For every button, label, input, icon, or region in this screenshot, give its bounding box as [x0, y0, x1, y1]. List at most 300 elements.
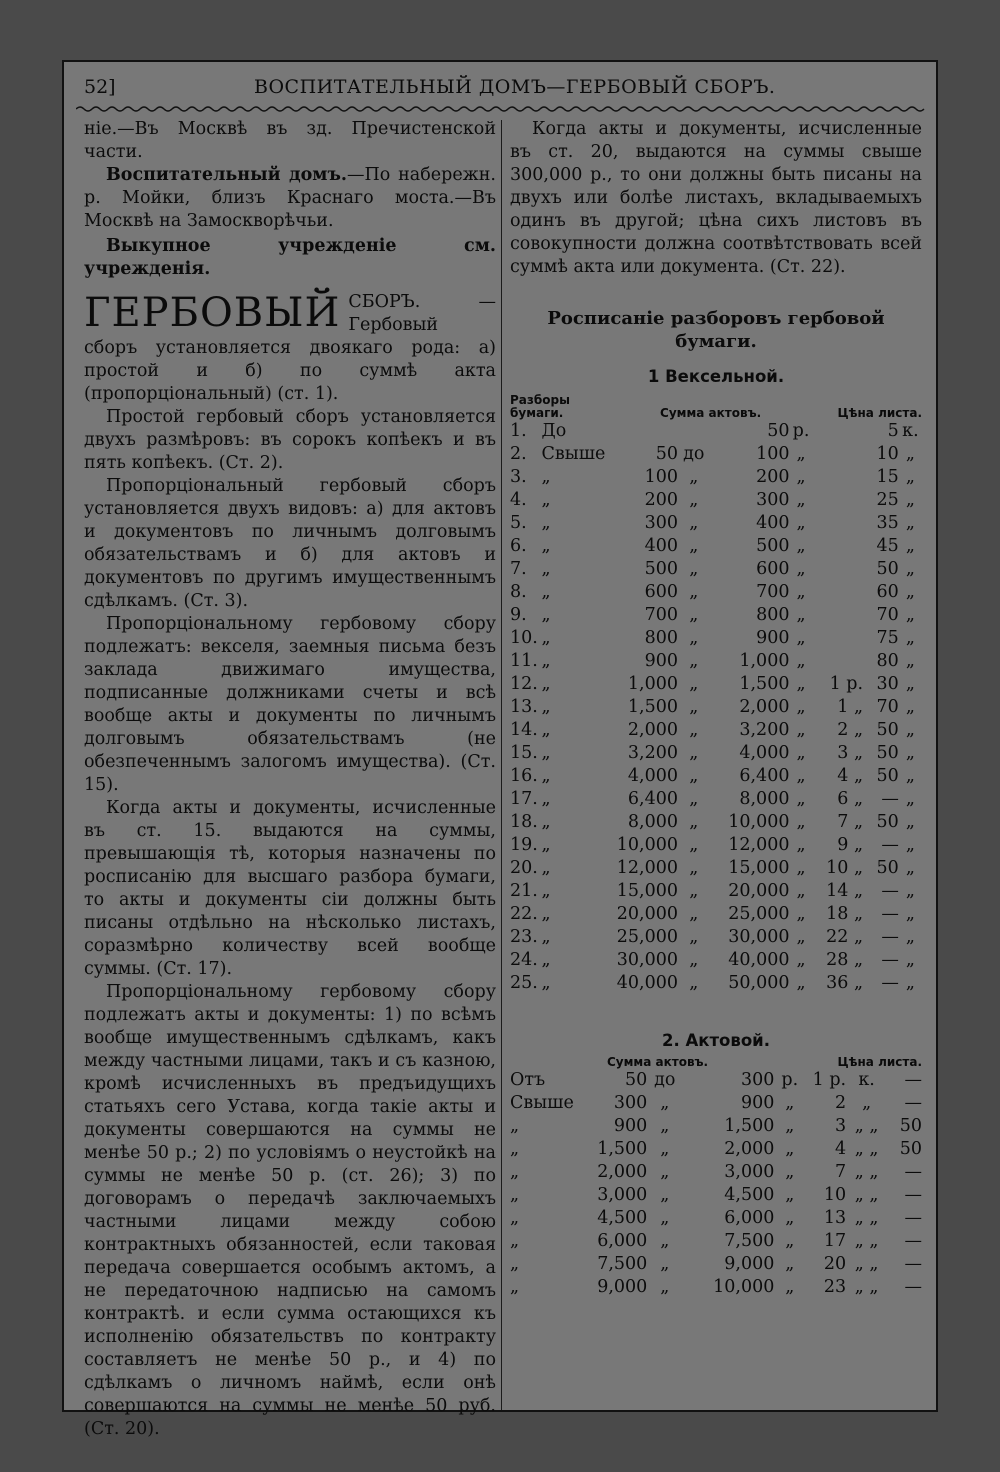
table-row — [510, 1207, 922, 1230]
table-cell: 20,000 — [616, 904, 679, 924]
table-cell: 2. — [510, 444, 527, 464]
column-header-sum: Сумма актовъ. — [606, 1055, 709, 1069]
table-cell: 20 — [823, 1254, 847, 1274]
table-cell: „ — [785, 1093, 795, 1113]
table-cell: 6 „ — [837, 789, 864, 809]
table-cell: „ — [905, 812, 915, 832]
table-row — [510, 696, 922, 719]
table-cell: 70 — [876, 605, 899, 625]
table-cell: к. — [858, 1070, 875, 1090]
table-cell: „ „ — [854, 1208, 879, 1228]
table-cell: 4,500 — [724, 1185, 775, 1205]
paragraph: Пропорціональному гербовому сбору подлежатъ: векселя, заемныя письма безъ заклада движимаго имущества, подписанные должниками счеты и всѣ вообще акты и документы по личнымъ долговымъ обязательствамъ (не обезпеченнымъ залогомъ имущества). (Ст. 15). — [84, 614, 496, 795]
table-row — [510, 972, 922, 995]
table-cell: 300 — [644, 513, 679, 533]
table-cell: 20,000 — [728, 881, 790, 901]
column-header-grade: Разборы бумаги. — [510, 393, 570, 420]
table-cell: До — [541, 421, 567, 441]
table-cell: 1,500 — [627, 697, 679, 717]
table-cell: 9. — [510, 605, 527, 625]
table-cell: „ — [905, 628, 915, 648]
table-row — [510, 719, 922, 742]
table-cell: 25,000 — [616, 927, 679, 947]
table-cell: „ — [689, 973, 699, 993]
table-cell: „ — [905, 720, 915, 740]
table-cell: „ — [796, 835, 806, 855]
entry-text: —По набережн. р. Мойки, близъ Краснаго моста.—Въ Москвѣ на Замоскворѣчьи. — [84, 165, 496, 231]
table-cell: „ — [689, 628, 699, 648]
table-cell: 50 — [899, 1139, 922, 1159]
table-cell: „ — [660, 1139, 670, 1159]
table-cell: 4,000 — [627, 766, 679, 786]
table-cell: 25 — [876, 490, 899, 510]
table-cell — [813, 420, 863, 443]
table-cell: — — [904, 1093, 922, 1113]
table-cell: „ — [541, 490, 551, 510]
table-cell: 9,000 — [724, 1254, 775, 1274]
table-cell: 50 — [876, 743, 899, 763]
table-cell: 700 — [644, 605, 679, 625]
table-row — [510, 466, 922, 489]
table-cell — [813, 650, 863, 673]
table-cell: „ — [785, 1116, 795, 1136]
table-cell: „ — [541, 513, 551, 533]
table-cell: „ — [541, 812, 551, 832]
table-cell: 500 — [756, 536, 790, 556]
table-cell: „ — [510, 1277, 520, 1297]
table-cell: „ — [541, 789, 551, 809]
table-cell: „ — [689, 651, 699, 671]
table-cell: „ — [905, 950, 915, 970]
table-cell: „ — [660, 1116, 670, 1136]
table-cell: 30,000 — [616, 950, 679, 970]
table-row — [510, 1138, 922, 1161]
table-cell: 900 — [740, 1093, 775, 1113]
table-cell — [813, 489, 863, 512]
table-cell: 3,000 — [724, 1162, 775, 1182]
table-cell: 8,000 — [739, 789, 790, 809]
paragraph: Выкупное учрежденіе см. учрежденія. — [84, 236, 496, 279]
table-cell: 12,000 — [728, 835, 790, 855]
entry-heading-block — [84, 291, 496, 406]
table-cell: 400 — [756, 513, 790, 533]
table-cell: — — [881, 950, 899, 970]
table-cell: „ — [510, 1254, 520, 1274]
table-row — [510, 880, 922, 903]
table-cell: „ — [785, 1231, 795, 1251]
table-cell: „ — [862, 1093, 872, 1113]
table-cell: 75 — [876, 628, 899, 648]
table-cell: 6. — [510, 536, 527, 556]
table-cell: „ — [510, 1231, 520, 1251]
table-cell: „ — [689, 559, 699, 579]
table-cell: „ — [541, 950, 551, 970]
table-cell: „ — [796, 927, 806, 947]
table-cell: — — [904, 1254, 922, 1274]
table-cell: „ — [905, 651, 915, 671]
paragraph: Пропорціональный гербовый сборъ установляется двухъ видовъ: а) для актовъ и документовъ по личнымъ долговымъ обязательствамъ и б) для актовъ и документовъ по другимъ имущественнымъ сдѣлкамъ. (Ст. 3). — [84, 476, 496, 611]
table-row — [510, 926, 922, 949]
table-cell: 10,000 — [713, 1277, 775, 1297]
table-cell: 200 — [756, 467, 790, 487]
table-cell: 21. — [510, 881, 538, 901]
table-cell: 14 „ — [826, 881, 864, 901]
table-cell: 4. — [510, 490, 527, 510]
table-cell: „ — [541, 743, 551, 763]
table-header — [510, 1056, 922, 1069]
table-cell: „ — [689, 513, 699, 533]
column-header-sum: Сумма актовъ. — [660, 406, 762, 420]
table-cell: „ — [660, 1208, 670, 1228]
table-cell: „ — [660, 1162, 670, 1182]
table-cell: 9 „ — [837, 835, 864, 855]
table-cell: 300 — [756, 490, 790, 510]
table-cell: „ — [689, 490, 699, 510]
table-cell: 3. — [510, 467, 527, 487]
table-cell: 13 — [823, 1208, 847, 1228]
table-row — [510, 1276, 922, 1299]
table-row — [510, 581, 922, 604]
table2-title: 2. Актовой. — [662, 1031, 770, 1050]
table-cell: „ — [796, 881, 806, 901]
table-cell: „ — [689, 467, 699, 487]
table-row — [510, 811, 922, 834]
left-column — [84, 118, 496, 1441]
table-cell: „ — [905, 927, 915, 947]
table-cell: к. — [902, 421, 919, 441]
table-cell: „ „ — [854, 1254, 879, 1274]
table-cell: 8,000 — [627, 812, 679, 832]
table-cell — [813, 604, 863, 627]
table-cell: „ — [541, 467, 551, 487]
table-cell: 6,400 — [739, 766, 790, 786]
table-cell: 40,000 — [728, 950, 790, 970]
table-cell: 7,500 — [597, 1254, 648, 1274]
table-cell: 500 — [644, 559, 679, 579]
table-cell: 7,500 — [724, 1231, 775, 1251]
table-cell: „ — [541, 835, 551, 855]
table-cell: 700 — [756, 582, 790, 602]
table-cell: Отъ — [510, 1070, 546, 1090]
table-cell: 10 — [823, 1185, 847, 1205]
table-cell: 1,500 — [597, 1139, 648, 1159]
table-cell: 900 — [644, 651, 679, 671]
table-cell: 7. — [510, 559, 527, 579]
table-cell: 12. — [510, 674, 538, 694]
table-cell: — — [904, 1070, 922, 1090]
table-cell: 4 — [834, 1139, 847, 1159]
table-cell: „ — [689, 720, 699, 740]
table-header — [510, 394, 922, 420]
table-cell: — — [881, 881, 899, 901]
table-cell: „ — [796, 444, 806, 464]
table-row — [510, 650, 922, 673]
table-cell: „ — [660, 1185, 670, 1205]
table-cell: 40,000 — [616, 973, 679, 993]
table-row — [510, 673, 922, 696]
table-cell: „ — [796, 789, 806, 809]
table-cell: 3,200 — [739, 720, 790, 740]
table-cell: „ — [905, 490, 915, 510]
table-cell: 7 — [834, 1162, 847, 1182]
table-cell: 1,500 — [724, 1116, 775, 1136]
table-cell: „ — [905, 444, 915, 464]
table-cell: „ — [689, 904, 699, 924]
table-cell: „ — [785, 1162, 795, 1182]
table-cell: 2,000 — [724, 1139, 775, 1159]
table-row — [510, 558, 922, 581]
table-cell: до — [654, 1070, 676, 1090]
table-cell: 900 — [613, 1116, 648, 1136]
table-cell: „ — [796, 490, 806, 510]
table-cell: 28 „ — [826, 950, 864, 970]
table-cell: 10. — [510, 628, 538, 648]
table-row — [510, 1253, 922, 1276]
table-cell: „ — [905, 605, 915, 625]
table-cell: „ — [905, 536, 915, 556]
table-cell: до — [683, 444, 705, 464]
table-cell: 25,000 — [728, 904, 790, 924]
table-cell: 1. — [510, 421, 527, 441]
table-cell: „ — [796, 973, 806, 993]
table-row — [510, 420, 922, 443]
paragraph: Когда акты и документы, исчисленные въ ст. 20, выдаются на суммы свыше 300,000 р., то они должны быть писаны на двухъ или болѣе листахъ, вкладываемыхъ одинъ въ другой; цѣна сихъ листовъ въ совокупности должна соотвѣтствовать всей суммѣ акта или документа. (Ст. 22). — [510, 119, 922, 277]
table-cell: „ — [689, 536, 699, 556]
table-cell: „ — [796, 743, 806, 763]
table-cell: 3 „ — [837, 743, 864, 763]
table-cell: 30,000 — [728, 927, 790, 947]
table-cell: 50 — [899, 1116, 922, 1136]
table-cell: 9,000 — [597, 1277, 648, 1297]
table-row — [510, 765, 922, 788]
table-cell — [813, 443, 863, 466]
table-cell: „ — [796, 513, 806, 533]
table-cell: „ — [541, 720, 551, 740]
table-cell: 200 — [644, 490, 679, 510]
table-cell: 800 — [644, 628, 679, 648]
table-cell: 4 „ — [837, 766, 864, 786]
table-cell: „ — [541, 559, 551, 579]
table-cell: 100 — [756, 444, 790, 464]
table-cell: 1,000 — [627, 674, 679, 694]
table-cell: „ — [796, 812, 806, 832]
entry-dropcap: ГЕРБОВЫЙ — [84, 290, 341, 336]
table-cell: „ — [905, 743, 915, 763]
table-cell: 5. — [510, 513, 527, 533]
table-cell: „ — [796, 582, 806, 602]
table-cell: 50 — [876, 559, 899, 579]
table-cell: „ — [905, 467, 915, 487]
table-cell: „ — [541, 605, 551, 625]
header-wavy-rule — [76, 104, 928, 114]
table-cell: „ — [689, 927, 699, 947]
table-cell: 22. — [510, 904, 538, 924]
right-column — [510, 118, 922, 1299]
table-cell: „ — [796, 766, 806, 786]
table-cell: р. — [781, 1070, 799, 1090]
table-cell: „ — [541, 674, 551, 694]
table-cell: „ — [541, 697, 551, 717]
table-cell: 400 — [644, 536, 679, 556]
table-cell: „ — [541, 766, 551, 786]
table-row — [510, 834, 922, 857]
table-cell: 12,000 — [616, 858, 679, 878]
table-cell: „ — [785, 1208, 795, 1228]
table-cell: — — [881, 904, 899, 924]
column-divider — [501, 120, 502, 1410]
table-cell: 6,000 — [597, 1231, 648, 1251]
table-row — [510, 742, 922, 765]
table-cell: „ — [689, 881, 699, 901]
table-cell: „ — [541, 973, 551, 993]
table-cell: „ — [905, 835, 915, 855]
entry-term: Воспитательный домъ. — [106, 165, 348, 185]
table-row — [510, 1230, 922, 1253]
table-cell: 2 — [834, 1093, 847, 1113]
table-cell: 4,500 — [597, 1208, 648, 1228]
table-cell: „ — [796, 467, 806, 487]
table-cell: „ — [541, 651, 551, 671]
table-cell: 50 — [876, 720, 899, 740]
table-cell: „ — [796, 536, 806, 556]
table-cell: „ — [796, 858, 806, 878]
table-cell: „ — [905, 674, 915, 694]
table-cell: 4,000 — [739, 743, 790, 763]
table-cell: 2,000 — [597, 1162, 648, 1182]
table-cell: 3 — [834, 1116, 847, 1136]
running-title: ВОСПИТАТЕЛЬНЫЙ ДОМЪ—ГЕРБОВЫЙ СБОРЪ. — [254, 76, 776, 98]
table-cell: 600 — [756, 559, 790, 579]
table-row — [510, 1161, 922, 1184]
table-cell: 20. — [510, 858, 538, 878]
table-cell: „ — [689, 766, 699, 786]
table-cell: 6,000 — [724, 1208, 775, 1228]
table-cell: 100 — [644, 467, 679, 487]
table-cell — [813, 512, 863, 535]
table-cell: 50 — [876, 858, 899, 878]
table-cell: 13. — [510, 697, 538, 717]
table-cell: „ — [785, 1254, 795, 1274]
table-row — [510, 1069, 922, 1092]
table-cell — [813, 466, 863, 489]
table1-title: 1 Вексельной. — [647, 367, 785, 386]
table-cell: „ — [660, 1277, 670, 1297]
table-cell: „ — [660, 1231, 670, 1251]
table-row — [510, 788, 922, 811]
paragraph: Пропорціональному гербовому сбору подлежатъ акты и документы: 1) по всѣмъ вообще имущественнымъ сдѣлкамъ, какъ между частными лицами, такъ и съ казною, кромѣ исчисленныхъ въ предъидущихъ статьяхъ сего Устава, когда такіе акты и документы совершаются на суммы не менѣе 50 р.; 2) по условіямъ о неустойкѣ на суммы не менѣе 50 р. (ст. 26); 3) по договорамъ о передачѣ заключаемыхъ частными лицами между собою контрактныхъ обязанностей, если таковая передача совершается особымъ актомъ, а не передаточною надписью на самомъ контрактѣ. и если сумма остающихся къ исполненію обязательствъ по контракту составляетъ не менѣе 50 р., и 4) по сдѣлкамъ о личномъ наймѣ, если онѣ совершаются на суммы не менѣе 50 руб. (Ст. 20). — [84, 982, 496, 1439]
table-cell: 18 „ — [826, 904, 864, 924]
table-cell: 50 — [876, 812, 899, 832]
table-cell: 15,000 — [728, 858, 790, 878]
table-cell: „ — [660, 1254, 670, 1274]
table-cell: 60 — [876, 582, 899, 602]
table-cell: „ — [510, 1116, 520, 1136]
table-cell: „ — [689, 743, 699, 763]
table-cell: 2 „ — [837, 720, 864, 740]
table-cell: 80 — [876, 651, 899, 671]
table-cell: 10,000 — [728, 812, 790, 832]
table-cell: Свыше — [541, 444, 606, 464]
table-cell: 300 — [613, 1093, 648, 1113]
table-cell: „ „ — [854, 1162, 879, 1182]
table-cell: „ — [689, 674, 699, 694]
table-cell: 23 — [823, 1277, 847, 1297]
table-cell: „ — [796, 559, 806, 579]
table-cell: 10,000 — [616, 835, 679, 855]
table-cell: 15,000 — [616, 881, 679, 901]
table-cell: 2,000 — [627, 720, 679, 740]
table-cell: „ — [905, 582, 915, 602]
table-cell: „ „ — [854, 1116, 879, 1136]
table-cell: „ — [689, 950, 699, 970]
table-cell — [609, 420, 678, 443]
table-cell: 7 „ — [837, 812, 864, 832]
table-cell: Свыше — [510, 1093, 574, 1113]
table-cell — [813, 581, 863, 604]
table-cell: „ — [689, 582, 699, 602]
table-cell: „ — [785, 1139, 795, 1159]
table-aktovoi — [510, 1056, 922, 1299]
table-cell: „ — [905, 904, 915, 924]
page-frame — [62, 60, 938, 1439]
table-cell: 24. — [510, 950, 538, 970]
table-cell: 1,000 — [739, 651, 790, 671]
table-cell: „ — [689, 812, 699, 832]
paragraph: ніе.—Въ Москвѣ въ зд. Пречистенской части. — [84, 119, 496, 162]
table-cell: „ — [510, 1185, 520, 1205]
table-row — [510, 627, 922, 650]
table-cell: „ — [660, 1093, 670, 1113]
table-cell: 30 — [876, 674, 899, 694]
table-cell: — — [881, 789, 899, 809]
table-cell: „ — [689, 605, 699, 625]
paragraph: Простой гербовый сборъ установляется двухъ размѣровъ: въ сорокъ копѣекъ и въ пять копѣекъ. (Ст. 2). — [84, 407, 496, 473]
table-cell: „ — [785, 1277, 795, 1297]
table-cell: „ — [905, 973, 915, 993]
paragraph — [84, 164, 496, 233]
table-cell: — — [881, 973, 899, 993]
table-cell: „ — [905, 513, 915, 533]
table-cell: 18. — [510, 812, 538, 832]
table-cell: 1 „ — [837, 697, 864, 717]
table-cell: — — [904, 1208, 922, 1228]
table-cell: 1 р. — [812, 1070, 847, 1090]
table-cell: „ — [541, 582, 551, 602]
table-row — [510, 535, 922, 558]
paragraph: Когда акты и документы, исчисленные въ ст. 15. выдаются на суммы, превышающія тѣ, которыя назначены по росписанію для высшаго разбора бумаги, то акты и документы сіи должны быть писаны отдѣльно на нѣсколько листахъ, соразмѣрно количеству всей вообще суммы. (Ст. 17). — [84, 798, 496, 979]
table-cell: „ — [796, 720, 806, 740]
table-cell: „ „ — [854, 1277, 879, 1297]
table-vekselnoi — [510, 394, 922, 995]
table-cell: „ — [796, 605, 806, 625]
table-cell: 16. — [510, 766, 538, 786]
table-cell: „ — [796, 628, 806, 648]
table-cell: 15. — [510, 743, 538, 763]
table-cell — [813, 535, 863, 558]
table-cell: 1,500 — [739, 674, 790, 694]
table-cell: — — [881, 927, 899, 947]
table-cell: 50 — [625, 1070, 648, 1090]
table-cell: „ — [541, 927, 551, 947]
table-cell: 50,000 — [728, 973, 790, 993]
table-cell: 300 — [740, 1070, 775, 1090]
table-cell: 11. — [510, 651, 538, 671]
table-cell: 900 — [756, 628, 790, 648]
table-cell: — — [881, 835, 899, 855]
table-cell: 50 — [655, 444, 679, 464]
table-cell: 15 — [876, 467, 899, 487]
table-cell: „ — [541, 858, 551, 878]
